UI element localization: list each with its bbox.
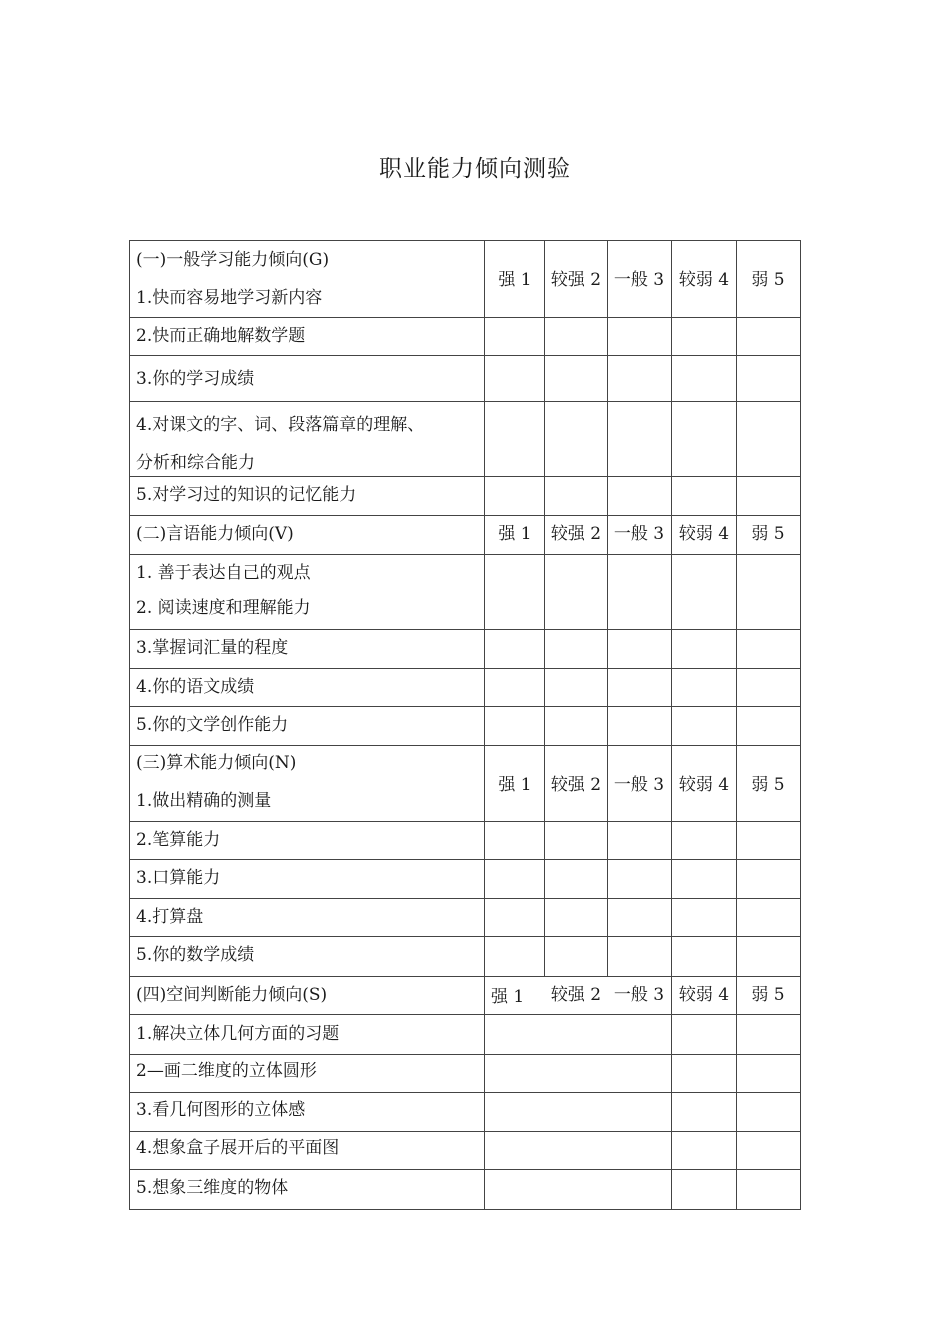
row-divider bbox=[129, 554, 801, 555]
row-divider bbox=[129, 976, 801, 977]
question-item: 4.对课文的字、词、段落篇章的理解、 bbox=[136, 415, 425, 435]
row-divider bbox=[129, 1014, 801, 1015]
question-item: 2—画二维度的立体圆形 bbox=[136, 1061, 317, 1081]
row-divider bbox=[129, 476, 801, 477]
rating-average-label: 一般 3 bbox=[613, 270, 665, 290]
row-divider bbox=[129, 317, 801, 318]
rating-strong-label: 强 1 bbox=[498, 270, 532, 290]
table-border-right bbox=[800, 240, 801, 1210]
section-heading: (四)空间判断能力倾向(S) bbox=[136, 985, 328, 1005]
row-divider bbox=[129, 1092, 801, 1093]
question-item: 4.打算盘 bbox=[136, 907, 204, 927]
rating-weak-label: 弱 5 bbox=[751, 775, 785, 795]
rating-fairly-strong-label: 较强 2 bbox=[550, 524, 602, 544]
row-divider bbox=[129, 515, 801, 516]
page-title: 职业能力倾向测验 bbox=[379, 156, 571, 182]
question-item: 3.口算能力 bbox=[136, 868, 221, 888]
question-item: 3.看几何图形的立体感 bbox=[136, 1100, 306, 1120]
row-divider bbox=[129, 1054, 801, 1055]
row-divider bbox=[129, 936, 801, 937]
question-item: 1. 善于表达自己的观点 bbox=[136, 563, 311, 583]
rating-strong-cell bbox=[491, 982, 541, 1014]
question-item: 3.你的学习成绩 bbox=[136, 369, 255, 389]
rating-fairly-weak-label: 较弱 4 bbox=[678, 270, 730, 290]
rating-fairly-weak-label: 较弱 4 bbox=[678, 524, 730, 544]
question-item: 4.你的语文成绩 bbox=[136, 677, 255, 697]
row-divider bbox=[129, 859, 801, 860]
rating-weak-label: 弱 5 bbox=[751, 985, 785, 1005]
row-divider bbox=[129, 898, 801, 899]
question-item: 1.解决立体几何方面的习题 bbox=[136, 1024, 340, 1044]
rating-strong-label: 强 1 bbox=[491, 987, 525, 1007]
rating-fairly-weak-label: 较弱 4 bbox=[678, 775, 730, 795]
column-divider bbox=[544, 240, 545, 976]
section-heading: (一)一般学习能力倾向(G) bbox=[136, 250, 330, 270]
rating-average-label: 一般 3 bbox=[613, 775, 665, 795]
row-divider bbox=[129, 821, 801, 822]
section-heading: (二)言语能力倾向(V) bbox=[136, 524, 294, 544]
rating-weak-label: 弱 5 bbox=[751, 524, 785, 544]
row-divider bbox=[129, 706, 801, 707]
question-item: 3.掌握词汇量的程度 bbox=[136, 638, 289, 658]
rating-fairly-strong-label: 较强 2 bbox=[550, 775, 602, 795]
question-item: 5.你的数学成绩 bbox=[136, 945, 255, 965]
question-item: 1.做出精确的测量 bbox=[136, 791, 272, 811]
question-item: 5.对学习过的知识的记忆能力 bbox=[136, 485, 357, 505]
table-border-top bbox=[129, 240, 801, 241]
row-divider bbox=[129, 629, 801, 630]
table-border-bottom bbox=[129, 1209, 801, 1210]
column-divider bbox=[484, 240, 485, 1210]
rating-average-label: 一般 3 bbox=[613, 524, 665, 544]
rating-fairly-strong-label: 较强 2 bbox=[550, 270, 602, 290]
row-divider bbox=[129, 401, 801, 402]
rating-fairly-strong-label: 较强 2 bbox=[550, 985, 602, 1005]
row-divider bbox=[129, 668, 801, 669]
rating-strong-label: 强 1 bbox=[498, 775, 532, 795]
table-border-left bbox=[129, 240, 130, 1210]
rating-weak-label: 弱 5 bbox=[751, 270, 785, 290]
rating-strong-label: 强 1 bbox=[498, 524, 532, 544]
rating-fairly-weak-label: 较弱 4 bbox=[678, 985, 730, 1005]
rating-average-label: 一般 3 bbox=[613, 985, 665, 1005]
question-item: 5.你的文学创作能力 bbox=[136, 715, 289, 735]
column-divider bbox=[671, 240, 672, 1210]
question-item: 2.笔算能力 bbox=[136, 830, 221, 850]
column-divider bbox=[736, 240, 737, 1210]
row-divider bbox=[129, 1131, 801, 1132]
question-item: 1.快而容易地学习新内容 bbox=[136, 288, 323, 308]
row-divider bbox=[129, 1169, 801, 1170]
questionnaire-table bbox=[129, 240, 801, 1210]
question-item: 2. 阅读速度和理解能力 bbox=[136, 598, 311, 618]
row-divider bbox=[129, 355, 801, 356]
column-divider bbox=[607, 240, 608, 976]
question-item: 4.想象盒子展开后的平面图 bbox=[136, 1138, 340, 1158]
question-item: 5.想象三维度的物体 bbox=[136, 1178, 289, 1198]
row-divider bbox=[129, 745, 801, 746]
question-item-continued: 分析和综合能力 bbox=[136, 453, 255, 473]
section-heading: (三)算术能力倾向(N) bbox=[136, 753, 297, 773]
question-item: 2.快而正确地解数学题 bbox=[136, 326, 306, 346]
